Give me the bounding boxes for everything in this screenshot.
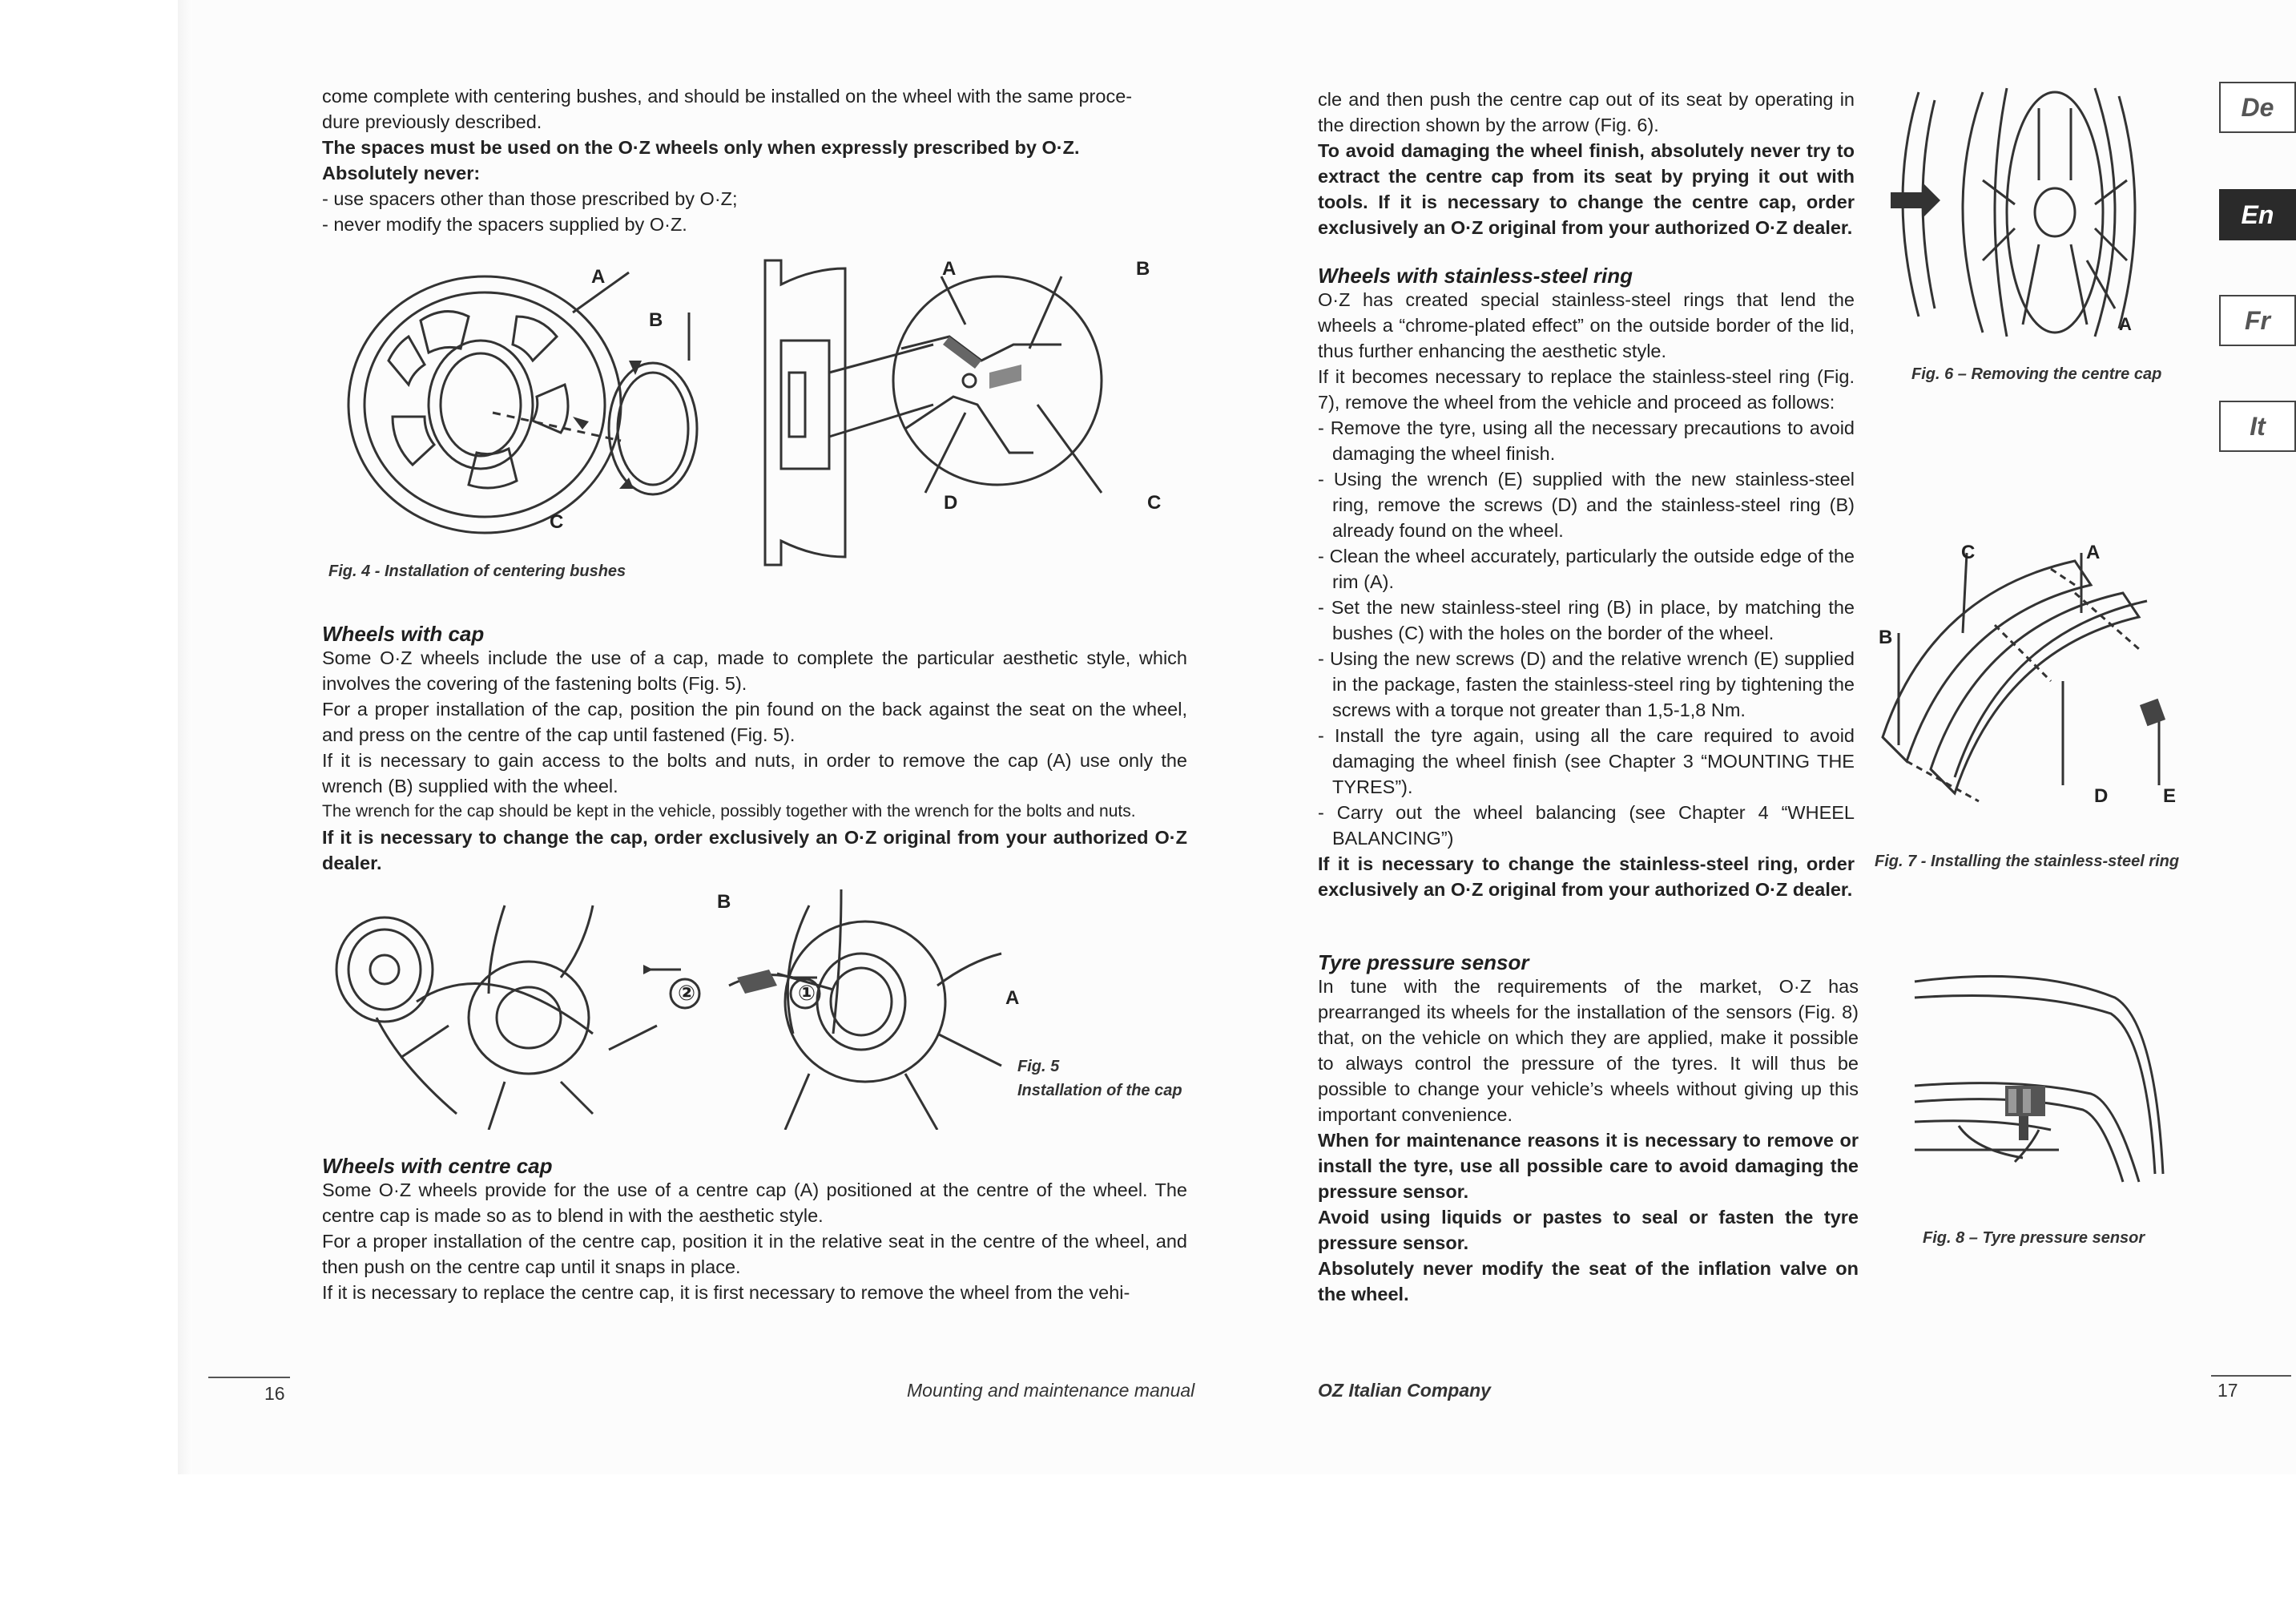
footer-rule-right [2211,1375,2291,1377]
cap-order-note: If it is necessary to change the cap, order exclusively an O·Z original from your authorized O·Z dealer. [322,827,1187,873]
sensor-warning: Avoid using liquids or pastes to seal or fasten the tyre pressure sensor. [1318,1207,1859,1253]
fig4-wheel-drawing [324,248,709,553]
fig8-drawing [1911,966,2167,1190]
paragraph: In tune with the requirements of the market, O·Z has prearranged its wheels for the installation of the sensors (Fig. 8) that, on the vehicle on which they are applied, make it possible to always control the pressure of the tyres. It will thus be possible to change your vehicle’s wheels without giving up this important convenience. [1318,976,1859,1125]
fig5-caption-number: Fig. 5 [1017,1058,1060,1075]
fig4-label-c2: C [1147,492,1162,514]
paragraph: If it becomes necessary to replace the stainless-steel ring (Fig. 7), remove the wheel from the vehicle and proceed as follows: [1318,366,1855,413]
fig5-label-b: B [717,891,731,913]
page-number-right: 17 [2217,1380,2238,1401]
ring-step: - Set the new stainless-steel ring (B) in place, by matching the bushes (C) with the holes on the border of the wheel. [1318,597,1855,643]
spacer-warning: The spaces must be used on the O·Z wheels only when expressly prescribed by O·Z. [322,137,1080,158]
tab-fr[interactable]: Fr [2219,295,2296,346]
fig7-label-a: A [2086,542,2101,563]
fig7-label-e: E [2163,785,2177,807]
fig6-drawing [1887,84,2175,341]
fig5-caption-title: Installation of the cap [1017,1082,1182,1099]
tyre-sensor-heading: Tyre pressure sensor [1318,950,1529,974]
sensor-warning: When for maintenance reasons it is necessary to remove or install the tyre, use all possible care to avoid damaging the pressure sensor. [1318,1130,1859,1202]
wheels-with-centre-cap-heading: Wheels with centre cap [322,1154,553,1178]
stainless-ring-heading: Wheels with stainless-steel ring [1318,264,1633,288]
ring-step: - Using the new screws (D) and the relative wrench (E) supplied in the package, fasten the stainless-steel ring by tightening the screws with a torque not greater than 1,5-1,8 Nm. [1318,648,1855,720]
paragraph: For a proper installation of the cap, position the pin found on the back against the seat on the wheel, and press on the centre of the cap until fastened (Fig. 5). [322,699,1187,745]
fig5-label-a: A [1005,987,1020,1009]
fig4-rim-section-drawing [757,252,1174,573]
fig4-label-b: B [649,309,663,331]
fig7-caption: Fig. 7 - Installing the stainless-steel ring [1875,853,2180,870]
wrench-note: The wrench for the cap should be kept in the vehicle, possibly together with the wrench for the bolts and nuts. [322,802,1136,821]
ring-step: - Using the wrench (E) supplied with the new stainless-steel ring, remove the screws (D) and the stainless-steel ring (B) already found on the wheel. [1318,469,1855,541]
fig5-step-1: ① [798,981,816,1005]
fig5-step-2: ② [678,981,696,1005]
paragraph: For a proper installation of the centre cap, position it in the relative seat in the centre of the wheel, and then push on the centre cap until it snaps in place. [322,1231,1187,1277]
paragraph: Some O·Z wheels include the use of a cap, made to complete the particular aesthetic style, which involves the covering of the fastening bolts (Fig. 5). [322,647,1187,694]
scan-margin [0,1474,2296,1621]
fig6-caption: Fig. 6 – Removing the centre cap [1911,365,2162,383]
intro-line: come complete with centering bushes, and should be installed on the wheel with the same proce- [322,86,1133,107]
fig4-label-d: D [944,492,958,514]
paragraph: O·Z has created special stainless-steel rings that lend the wheels a “chrome-plated effect” on the outside border of the lid, thus further enhancing the aesthetic style. [1318,289,1855,361]
ring-step: - Clean the wheel accurately, particularly the outside edge of the rim (A). [1318,546,1855,592]
footer-right: OZ Italian Company [1318,1380,1491,1401]
fig5-drawing [328,889,1130,1130]
fig4-label-a2: A [942,258,957,280]
sensor-warning: Absolutely never modify the seat of the inflation valve on the wheel. [1318,1258,1859,1304]
paragraph: cle and then push the centre cap out of its seat by operating in the direction shown by the arrow (Fig. 6). [1318,89,1855,135]
tab-it[interactable]: It [2219,401,2296,452]
ring-step: - Remove the tyre, using all the necessary precautions to avoid damaging the wheel finish. [1318,417,1855,464]
fig7-label-d: D [2094,785,2109,807]
fig7-label-c: C [1961,542,1976,563]
paragraph: If it is necessary to gain access to the bolts and nuts, in order to remove the cap (A) use only the wrench (B) supplied with the wheel. [322,750,1187,796]
fig7-drawing [1875,537,2211,841]
wheels-with-cap-heading: Wheels with cap [322,622,485,646]
fig8-caption: Fig. 8 – Tyre pressure sensor [1923,1229,2145,1247]
fig6-label-a: A [2119,314,2132,334]
paragraph: Some O·Z wheels provide for the use of a centre cap (A) positioned at the centre of the wheel. The centre cap is made so as to blend in with the aesthetic style. [322,1179,1187,1226]
ring-step: - Install the tyre again, using all the care required to avoid damaging the wheel finish (see Chapter 3 “MOUNTING THE TYRES”). [1318,725,1855,797]
intro-line: dure previously described. [322,111,542,132]
intro-list-item: - use spacers other than those prescribed by O·Z; [322,188,738,209]
ring-order-note: If it is necessary to change the stainless-steel ring, order exclusively an O·Z original from your authorized O·Z dealer. [1318,853,1855,900]
ring-step: - Carry out the wheel balancing (see Chapter 4 “WHEEL BALANCING”) [1318,802,1855,849]
intro-text [322,83,1187,237]
footer-left: Mounting and maintenance manual [907,1380,1195,1401]
page-number-left: 16 [264,1383,285,1404]
tyre-sensor-text [1318,974,1859,1307]
fig7-label-b: B [1879,627,1893,648]
footer-rule-left [208,1377,290,1378]
tab-de[interactable]: De [2219,82,2296,133]
intro-list-item: - never modify the spacers supplied by O·Z. [322,214,687,235]
scan-binding-shadow [178,0,192,1474]
wheels-with-cap-text [322,645,1187,876]
centre-cap-continued [1318,87,1855,240]
fig4-label-a: A [591,266,606,288]
fig4-label-b2: B [1136,258,1150,280]
paragraph: If it is necessary to replace the centre cap, it is first necessary to remove the wheel from the vehi- [322,1282,1130,1303]
absolutely-never: Absolutely never: [322,163,481,183]
fig4-label-c: C [550,511,564,533]
centre-cap-warning: To avoid damaging the wheel finish, absolutely never try to extract the centre cap from its seat by prying it out with tools. If it is necessary to change the centre cap, order exclusively an O·Z original from your authorized O·Z dealer. [1318,140,1855,238]
tab-en[interactable]: En [2219,189,2296,240]
stainless-ring-text [1318,287,1855,902]
fig4-caption: Fig. 4 - Installation of centering bushes [328,563,626,580]
wheels-with-centre-cap-text [322,1177,1187,1305]
